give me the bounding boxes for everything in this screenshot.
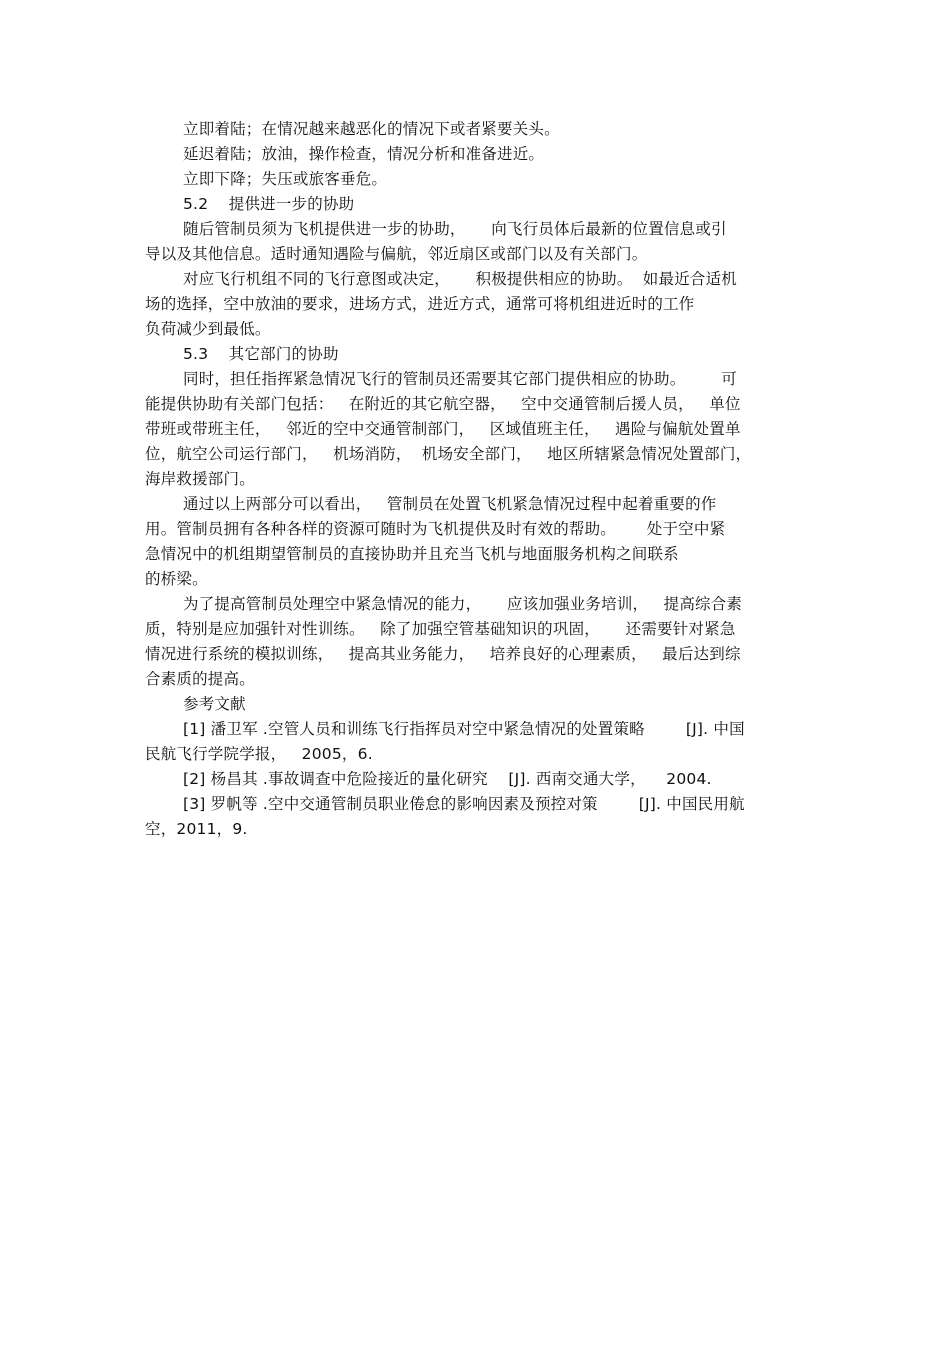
text-line: 合素质的提高。: [145, 670, 255, 688]
text-line: 延迟着陆；放油，操作检查，情况分析和准备进近。: [183, 145, 545, 163]
text-line: 对应飞行机组不同的飞行意图或决定， 积极提供相应的协助。 如最近合适机: [183, 270, 737, 288]
reference-item: 民航飞行学院学报， 2005，6.: [145, 745, 373, 763]
text-line: 导以及其他信息。适时通知遇险与偏航，邻近扇区或部门以及有关部门。: [145, 245, 648, 263]
text-line: 场的选择，空中放油的要求，进场方式，进近方式，通常可将机组进近时的工作: [145, 295, 695, 313]
text-line: 负荷减少到最低。: [145, 320, 271, 338]
text-line: 情况进行系统的模拟训练， 提高其业务能力， 培养良好的心理素质， 最后达到综: [145, 645, 741, 663]
text-line: 质，特别是应加强针对性训练。 除了加强空管基础知识的巩固， 还需要针对紧急: [145, 620, 736, 638]
text-line: 随后管制员须为飞机提供进一步的协助， 向飞行员体后最新的位置信息或引: [183, 220, 727, 238]
reference-item: [1] 潘卫军 .空管人员和训练飞行指挥员对空中紧急情况的处置策略 [J]. 中国: [183, 720, 745, 738]
text-line: 立即着陆；在情况越来越恶化的情况下或者紧要关头。: [183, 120, 560, 138]
section-heading: 5.3 其它部门的协助: [183, 345, 339, 363]
text-line: 能提供协助有关部门包括： 在附近的其它航空器， 空中交通管制后援人员， 单位: [145, 395, 741, 413]
reference-item: [3] 罗帆等 .空中交通管制员职业倦怠的影响因素及预控对策 [J]. 中国民用航: [183, 795, 745, 813]
references-heading: 参考文献: [183, 695, 246, 713]
text-line: 用。管制员拥有各种各样的资源可随时为飞机提供及时有效的帮助。 处于空中紧: [145, 520, 726, 538]
text-line: 同时，担任指挥紧急情况飞行的管制员还需要其它部门提供相应的协助。 可: [183, 370, 737, 388]
text-line: 带班或带班主任， 邻近的空中交通管制部门， 区域值班主任， 遇险与偏航处置单: [145, 420, 741, 438]
text-line: 位，航空公司运行部门， 机场消防， 机场安全部门， 地区所辖紧急情况处置部门，: [145, 445, 752, 463]
text-line: 为了提高管制员处理空中紧急情况的能力， 应该加强业务培训， 提高综合素: [183, 595, 743, 613]
text-line: 立即下降；失压或旅客垂危。: [183, 170, 388, 188]
reference-item: 空，2011，9.: [145, 820, 248, 838]
text-line: 海岸救援部门。: [145, 470, 255, 488]
text-line: 的桥梁。: [145, 570, 208, 588]
text-line: 通过以上两部分可以看出， 管制员在处置飞机紧急情况过程中起着重要的作: [183, 495, 717, 513]
text-line: 急情况中的机组期望管制员的直接协助并且充当飞机与地面服务机构之间联系: [145, 545, 679, 563]
section-heading: 5.2 提供进一步的协助: [183, 195, 355, 213]
reference-item: [2] 杨昌其 .事故调查中危险接近的量化研究 [J]. 西南交通大学， 2004.: [183, 770, 712, 788]
